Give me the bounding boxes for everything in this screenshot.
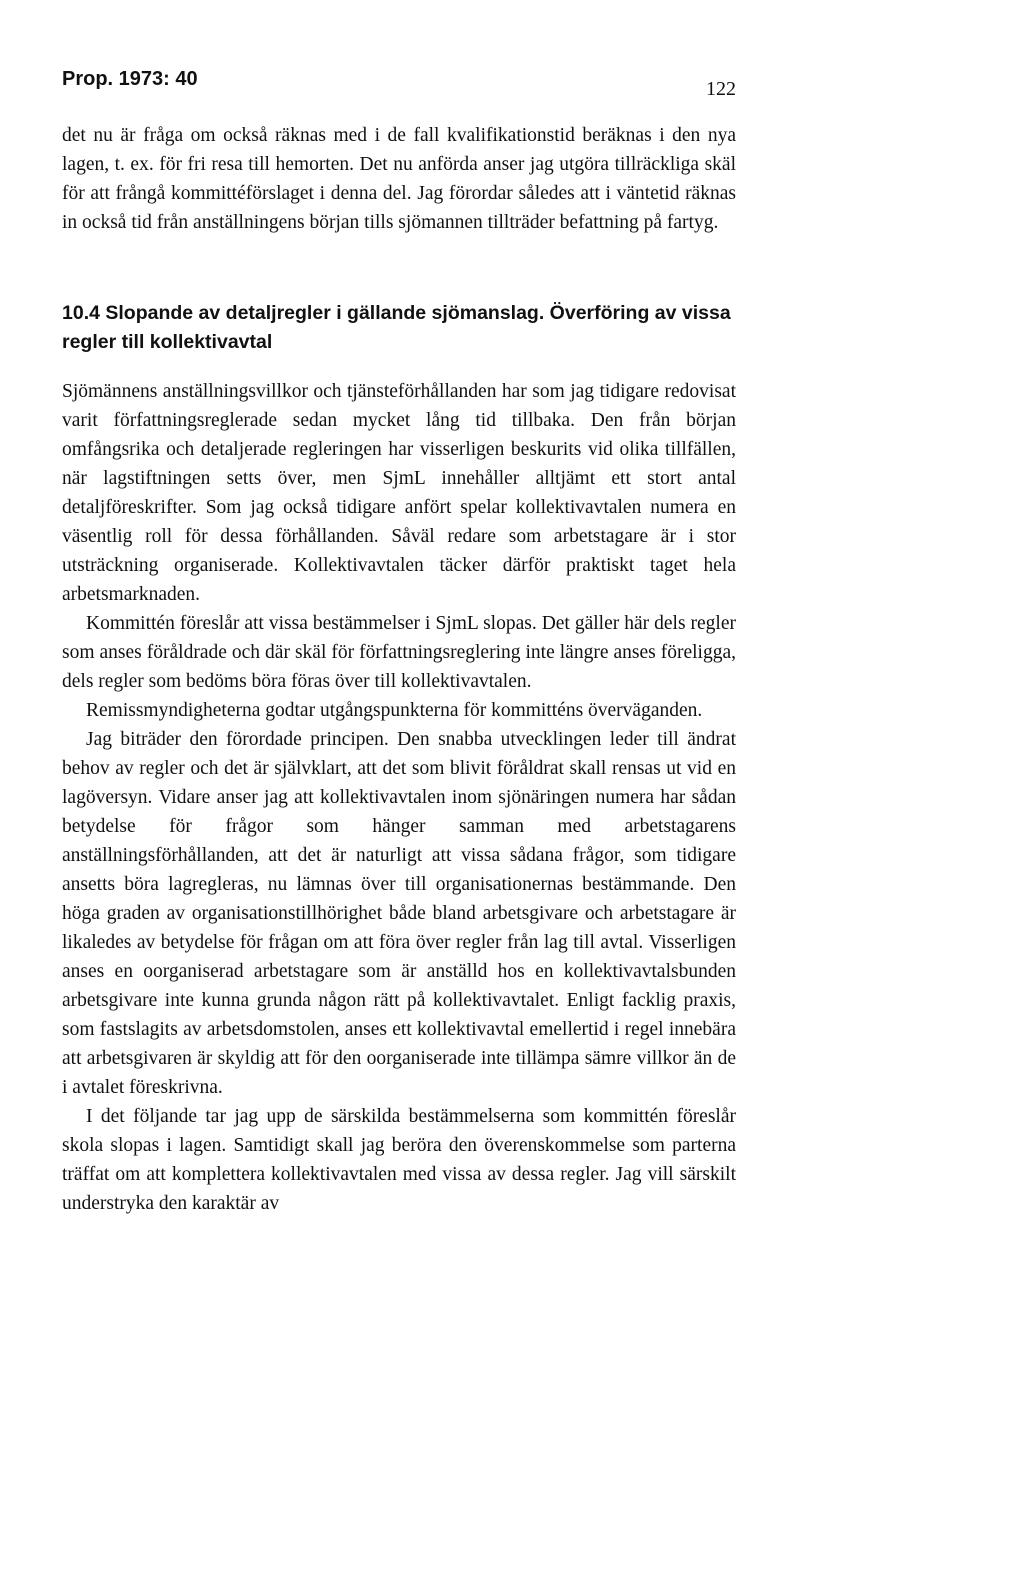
publication-reference: Prop. 1973: 40 — [62, 68, 198, 90]
page-header — [62, 68, 736, 100]
body-paragraph: Jag biträder den förordade principen. Den snabba utvecklingen leder till ändrat behov av regler och det är självklart, att det som blivit föråldrat skall rensas ut vid en lagöversyn. Vidare anser jag att kollektivavtalen inom sjönäringen numera har sådan betydelse för frågor som hänger samman med arbetstagarens anställningsförhållanden, att det är naturligt att vissa sådana frågor, som tidigare ansetts böra lagregleras, nu lämnas över till organisationernas bestämmande. Den höga graden av organisationstillhörighet både bland arbetsgivare och arbetstagare är likaledes av betydelse för frågan om att föra över regler från lag till avtal. Visserligen anses en oorganiserad arbetstagare som är anställd hos en kollektivavtalsbunden arbetsgivare inte kunna grunda någon rätt på kollektivavtalet. Enligt facklig praxis, som fastslagits av arbetsdomstolen, anses ett kollektivavtal emellertid i regel innebära att arbetsgivaren är skyldig att för den oorganiserade inte tillämpa sämre villkor än de i avtalet föreskrivna. — [62, 729, 736, 1098]
section-heading: 10.4 Slopande av detaljregler i gällande sjömanslag. Överföring av vissa regler till kollektivavtal — [62, 302, 731, 353]
body-paragraph: Sjömännens anställningsvillkor och tjänsteförhållanden har som jag tidigare redovisat varit författningsreglerade sedan mycket lång tid tillbaka. Den från början omfångsrika och detaljerade regleringen har visserligen beskurits vid olika tillfällen, när lagstiftningen setts över, men SjmL innehåller alltjämt ett stort antal detaljföreskrifter. Som jag också tidigare anfört spelar kollektivavtalen numera en väsentlig roll för dessa förhållanden. Såväl redare som arbetstagare är i stor utsträckning organiserade. Kollektivavtalen täcker därför praktiskt taget hela arbetsmarknaden. — [62, 381, 736, 605]
document-page — [62, 68, 736, 1218]
intro-paragraph: det nu är fråga om också räknas med i de fall kvalifikationstid beräknas i den nya lagen, t. ex. för fri resa till hemorten. Det nu anförda anser jag utgöra tillräckliga skäl för att frångå kommittéförslaget i denna del. Jag förordar således att i väntetid räknas in också tid från anställningens början tills sjömannen tillträder befattning på fartyg. — [62, 125, 736, 233]
body-paragraph: I det följande tar jag upp de särskilda bestämmelserna som kommittén föreslår skola slopas i lagen. Samtidigt skall jag beröra den överenskommelse som parterna träffat om att komplettera kollektivavtalen med vissa av dessa regler. Jag vill särskilt understryka den karaktär av — [62, 1106, 736, 1214]
page-number: 122 — [706, 78, 736, 100]
body-paragraph: Remissmyndigheterna godtar utgångspunkterna för kommitténs överväganden. — [86, 700, 703, 721]
body-paragraph: Kommittén föreslår att vissa bestämmelser i SjmL slopas. Det gäller här dels regler som anses föråldrade och där skäl för författningsreglering inte längre anses föreligga, dels regler som bedöms böra föras över till kollektivavtalen. — [62, 613, 736, 692]
